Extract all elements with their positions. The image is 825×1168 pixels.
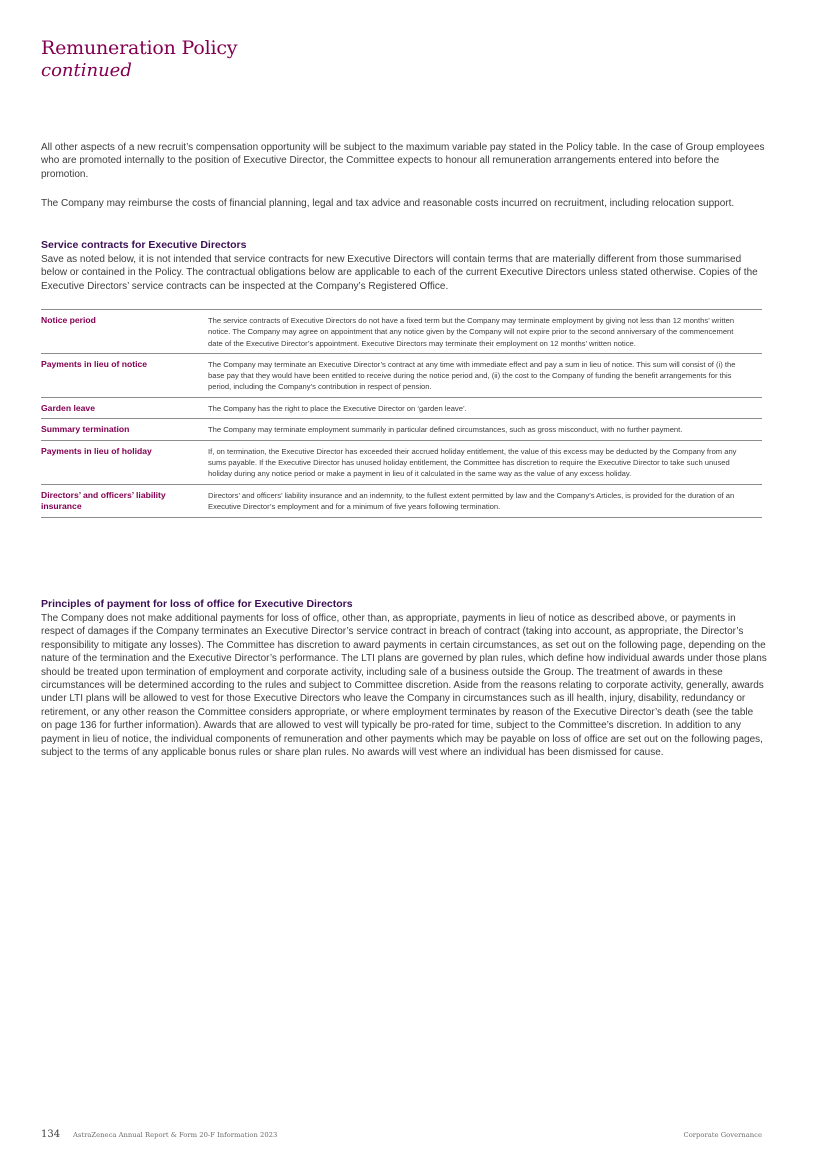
row-label: Notice period	[41, 315, 96, 325]
row-label: Summary termination	[41, 424, 130, 435]
page-number: 134	[41, 1129, 61, 1140]
row-label: Payments in lieu of holiday	[41, 445, 152, 456]
row-text: Directors’ and officers’ liability insurance and an indemnity, to the fullest extent permitted by law and the Company’s Articles, is provided for the duration of an Executive Director’s employment and for a minimum of five years following termination.	[208, 490, 735, 511]
row-text: The Company has the right to place the Executive Director on ‘garden leave’.	[208, 403, 467, 413]
table-row	[41, 310, 762, 354]
section-name: Corporate Governance	[683, 1131, 762, 1139]
row-label: Garden leave	[41, 402, 95, 413]
loss-of-office-text: The Company does not make additional payments for loss of office, other than, as appropriate, payments in lieu of notice as described above, or payments in respect of damages if the Company terminates an Executive Director’s service contract in breach of contract (taking into account, as appropriate, the Director’s responsibility to mitigate any losses). The Committee has discretion to award payments in certain circumstances, as set out on the following page, depending on the nature of the termination and the Executive Director’s performance. The LTI plans are governed by plan rules, which define how individual awards under those plans should be treated upon termination of employment and corporate activity, including sale of a business outside the Group. The treatment of awards in these circumstances will be determined according to the rules and subject to Committee discretion. Aside from the reasons relating to corporate activity, generally, awards under LTI plans will be allowed to vest for those Executive Directors who leave the Company in circumstances such as ill health, injury, disability, redundancy or retirement, or any other reason the Committee considers appropriate, or where employment terminates by reason of the Executive Director’s death (see the table on page 136 for further information). Awards that are allowed to vest will typically be pro-rated for time, subject to the Committee’s discretion. In addition to any payment in lieu of notice, the individual components of remuneration and other payments which may be payable on loss of office are set out on the following pages, subject to the terms of any applicable bonus rules or share plan rules. No awards will vest where an individual has been dismissed for cause.	[41, 613, 767, 759]
row-text: The Company may terminate employment summarily in particular defined circumstances, such as gross misconduct, with no further payment.	[208, 425, 683, 435]
row-text: The Company may terminate an Executive Director’s contract at any time with immediate effect and pay a sum in lieu of notice. This sum will consist of (i) the base pay that they would have been entitled to receive during the notice period and, (ii) the cost to the Company of funding the benefit arrangements for this period, including the Company’s contribution in respect of pension.	[208, 359, 736, 392]
table-row	[41, 441, 762, 485]
report-name: AstraZeneca Annual Report & Form 20-F Information 2023	[73, 1131, 278, 1139]
intro-paragraph-2: The Company may reimburse the costs of financial planning, legal and tax advice and reasonable costs incurred on recruitment, including relocation support.	[41, 198, 735, 209]
page-footer	[41, 1128, 762, 1142]
service-contract-terms-table	[41, 309, 762, 518]
table-row	[41, 354, 762, 398]
table-row	[41, 485, 762, 518]
page-title: Remuneration Policy	[41, 37, 238, 59]
service-contracts-heading: Service contracts for Executive Directors	[41, 239, 247, 251]
row-label: Payments in lieu of notice	[41, 358, 148, 369]
table-row	[41, 419, 762, 441]
page-subtitle: continued	[41, 60, 132, 81]
service-contracts-text: Save as noted below, it is not intended that service contracts for new Executive Directors will contain terms that are materially different from those summarised below or contained in the Policy. The contractual obligations below are applicable to each of the current Executive Directors unless stated otherwise. Copies of the Executive Directors’ service contracts can be inspected at the Company’s Registered Office.	[41, 254, 758, 292]
loss-of-office-heading: Principles of payment for loss of office for Executive Directors	[41, 598, 353, 610]
row-label: Directors’ and officers’ liability insurance	[41, 489, 166, 512]
intro-paragraph-1: All other aspects of a new recruit’s compensation opportunity will be subject to the maximum variable pay stated in the Policy table. In the case of Group employees who are promoted internally to the position of Executive Director, the Committee expects to honour all remuneration arrangements entered into before the promotion.	[41, 142, 765, 180]
table-row	[41, 398, 762, 420]
row-text: The service contracts of Executive Directors do not have a fixed term but the Company may terminate employment by giving not less than 12 months’ written notice. The Company may agree on appointment that any notice given by the Company will not expire prior to the second anniversary of the commencement date of the Executive Director’s appointment. Executive Directors may terminate their employment on 12 months’ written notice.	[208, 316, 735, 348]
row-text: If, on termination, the Executive Director has exceeded their accrued holiday entitlement, the value of this excess may be deducted by the Company from any sums payable. If the Executive Director has unused holiday entitlement, the Committee has discretion to require the Executive Director to take such unused holiday during any notice period or make a payment in lieu of it calculated in the same way as the value of any excess holiday.	[208, 446, 737, 479]
